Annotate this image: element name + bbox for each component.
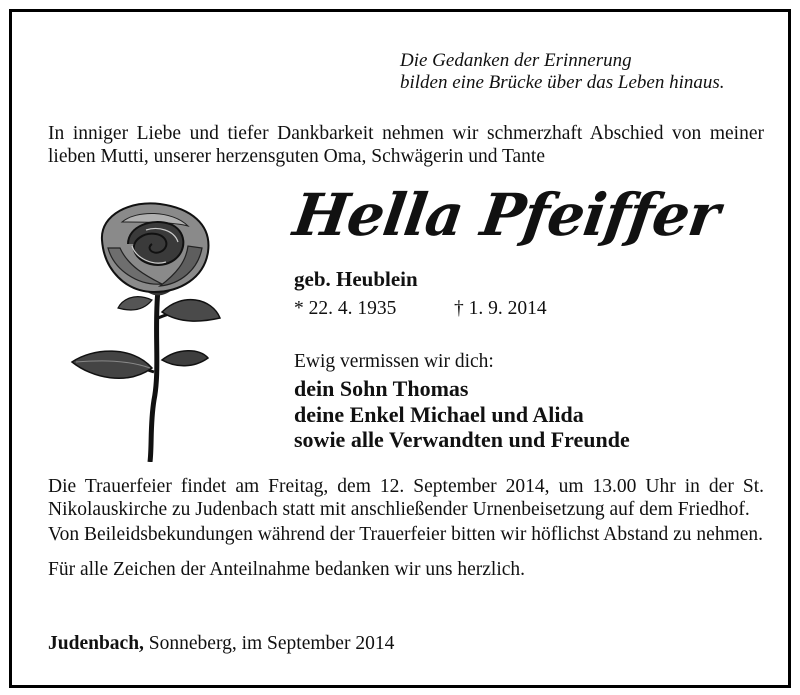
rose-icon bbox=[62, 200, 232, 462]
mourner-line: sowie alle Verwandten und Freunde bbox=[294, 427, 630, 452]
deceased-name: Hella Pfeiffer bbox=[289, 181, 724, 249]
thanks-note: Für alle Zeichen der Anteilnahme bedanken wir uns herzlich. bbox=[48, 558, 526, 580]
signoff-rest: Sonneberg, im September 2014 bbox=[143, 633, 395, 654]
mourner-line: deine Enkel Michael und Alida bbox=[294, 401, 584, 427]
mourner-line: dein Sohn Thomas bbox=[294, 376, 469, 401]
obituary-notice bbox=[9, 9, 791, 688]
death-date: † 1. 9. 2014 bbox=[454, 298, 547, 319]
funeral-info: Die Trauerfeier findet am Freitag, dem 12. September 2014, um 13.00 Uhr in der St. Nikolauskirche zu Judenbach statt mit anschließender Urnenbeisetzung auf dem Friedhof. bbox=[48, 476, 764, 520]
signoff-place: Judenbach, bbox=[48, 633, 144, 654]
intro-text: In inniger Liebe und tiefer Dankbarkeit nehmen wir schmerzhaft Abschied von meiner lieben Mutti, unserer herzensguten Oma, Schwägerin und Tante bbox=[48, 123, 764, 167]
condolence-request: Von Beileidsbekundungen während der Trauerfeier bitten wir höflichst Abstand zu nehmen. bbox=[48, 524, 764, 545]
birth-date: * 22. 4. 1935 bbox=[294, 298, 397, 319]
quote-line-2: bilden eine Brücke über das Leben hinaus. bbox=[400, 72, 725, 93]
service-details bbox=[48, 476, 764, 584]
mourners-intro: Ewig vermissen wir dich: bbox=[294, 351, 494, 372]
mourners-list bbox=[294, 376, 630, 453]
place-date-signoff bbox=[48, 632, 394, 656]
maiden-name: geb. Heublein bbox=[294, 267, 418, 291]
memorial-quote bbox=[400, 50, 760, 94]
quote-line-1: Die Gedanken der Erinnerung bbox=[400, 50, 632, 71]
